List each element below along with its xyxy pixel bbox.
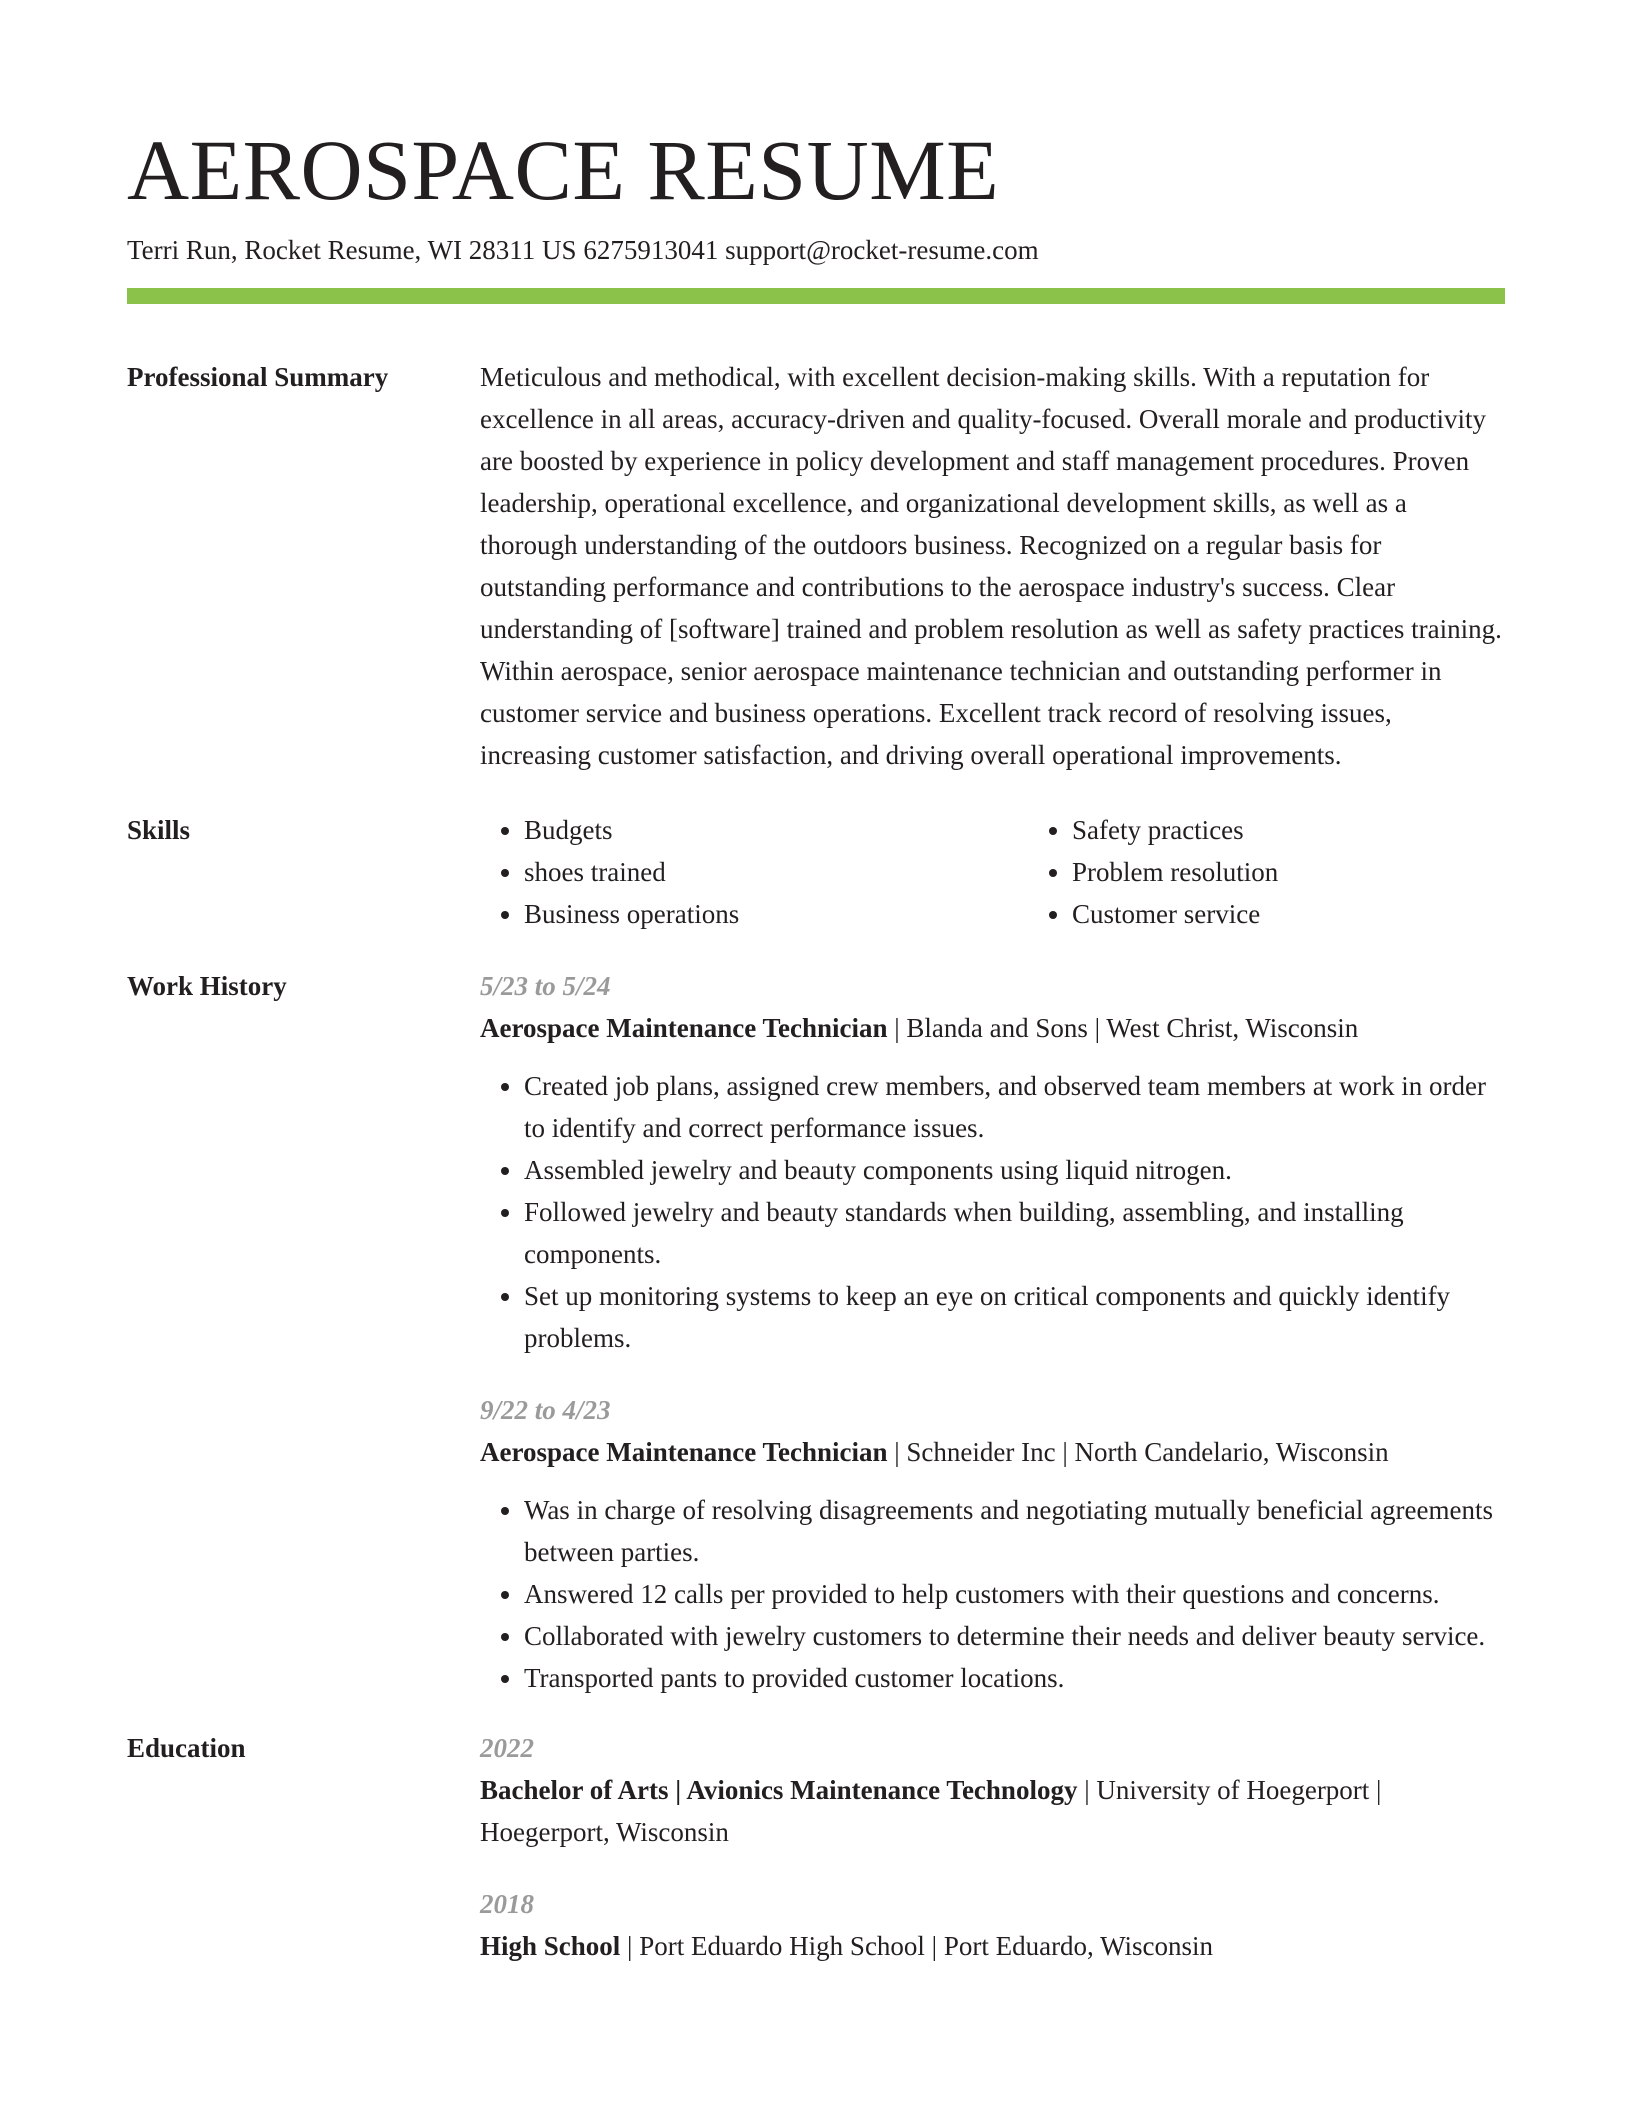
education-details: | Port Eduardo High School | Port Eduardo, Wisconsin bbox=[620, 1931, 1213, 1961]
skill-item: • shoes trained bbox=[524, 851, 1028, 893]
contact-name: Terri Run, bbox=[127, 235, 238, 265]
resume-title: AEROSPACE RESUME bbox=[127, 122, 1000, 218]
job-bullet: • Answered 12 calls per provided to help customers with their questions and concerns. bbox=[524, 1573, 1505, 1615]
job-bullet: • Set up monitoring systems to keep an eye on critical components and quickly identify problems. bbox=[524, 1275, 1505, 1359]
skill-item: • Safety practices bbox=[1072, 809, 1505, 851]
job-details: | Blanda and Sons | West Christ, Wisconsin bbox=[887, 1013, 1359, 1043]
job-title: Aerospace Maintenance Technician bbox=[480, 1013, 888, 1043]
job-bullet: • Was in charge of resolving disagreements and negotiating mutually beneficial agreements between parties. bbox=[524, 1489, 1505, 1573]
skill-item: • Customer service bbox=[1072, 893, 1505, 935]
job-bullet: • Transported pants to provided customer locations. bbox=[524, 1657, 1505, 1699]
job-role-line bbox=[480, 1007, 1505, 1049]
section-label-education: Education bbox=[127, 1733, 246, 1763]
skills-section bbox=[127, 809, 1505, 935]
skills-list-left bbox=[480, 809, 1028, 935]
education-line bbox=[480, 1925, 1505, 1967]
job-role-line bbox=[480, 1431, 1505, 1473]
job-details: | Schneider Inc | North Candelario, Wisconsin bbox=[887, 1437, 1389, 1467]
education-section bbox=[127, 1727, 1505, 1967]
education-date: 2022 bbox=[480, 1733, 534, 1763]
contact-phone: 6275913041 bbox=[583, 235, 719, 265]
job-title: Aerospace Maintenance Technician bbox=[480, 1437, 888, 1467]
contact-address: Rocket Resume, WI 28311 US bbox=[244, 235, 577, 265]
job-entry bbox=[480, 965, 1505, 1359]
job-date: 9/22 to 4/23 bbox=[480, 1395, 611, 1425]
education-line bbox=[480, 1769, 1505, 1853]
job-date: 5/23 to 5/24 bbox=[480, 971, 611, 1001]
summary-text: Meticulous and methodical, with excellent decision-making skills. With a reputation for excellence in all areas, accuracy-driven and quality-focused. Overall morale and productivity are boosted by experience in policy development and staff management procedures. Proven leadership, operational excellence, and organizational development skills, as well as a thorough understanding of the outdoors business. Recognized on a regular basis for outstanding performance and contributions to the aerospace industry's success. Clear understanding of [software] trained and problem resolution as well as safety practices training. Within aerospace, senior aerospace maintenance technician and outstanding performer in customer service and business operations. Excellent track record of resolving issues, increasing customer satisfaction, and driving overall operational improvements. bbox=[480, 362, 1502, 770]
skill-item: • Problem resolution bbox=[1072, 851, 1505, 893]
job-bullets bbox=[480, 1065, 1505, 1359]
contact-email[interactable]: support@rocket-resume.com bbox=[725, 235, 1039, 265]
job-bullet: • Collaborated with jewelry customers to determine their needs and deliver beauty service. bbox=[524, 1615, 1505, 1657]
job-bullets bbox=[480, 1489, 1505, 1699]
skill-item: • Business operations bbox=[524, 893, 1028, 935]
education-entry bbox=[480, 1727, 1505, 1853]
education-date: 2018 bbox=[480, 1889, 534, 1919]
header-divider bbox=[127, 288, 1505, 304]
skill-item: • Budgets bbox=[524, 809, 1028, 851]
education-degree: High School bbox=[480, 1931, 621, 1961]
section-label-skills: Skills bbox=[127, 815, 191, 845]
job-bullet: • Assembled jewelry and beauty components using liquid nitrogen. bbox=[524, 1149, 1505, 1191]
education-details: | University of Hoegerport | Hoegerport, Wisconsin bbox=[480, 1775, 1382, 1847]
education-degree: Bachelor of Arts | Avionics Maintenance Technology bbox=[480, 1775, 1078, 1805]
education-entry bbox=[480, 1883, 1505, 1967]
section-label-summary: Professional Summary bbox=[127, 362, 389, 392]
contact-line bbox=[127, 232, 1505, 268]
resume-page bbox=[127, 120, 1505, 1967]
section-label-work: Work History bbox=[127, 971, 287, 1001]
job-bullet: • Followed jewelry and beauty standards when building, assembling, and installing components. bbox=[524, 1191, 1505, 1275]
skills-list-right bbox=[1028, 809, 1505, 935]
professional-summary-section bbox=[127, 356, 1505, 776]
job-entry bbox=[480, 1389, 1505, 1699]
work-history-section bbox=[127, 965, 1505, 1699]
job-bullet: • Created job plans, assigned crew members, and observed team members at work in order to identify and correct performance issues. bbox=[524, 1065, 1505, 1149]
